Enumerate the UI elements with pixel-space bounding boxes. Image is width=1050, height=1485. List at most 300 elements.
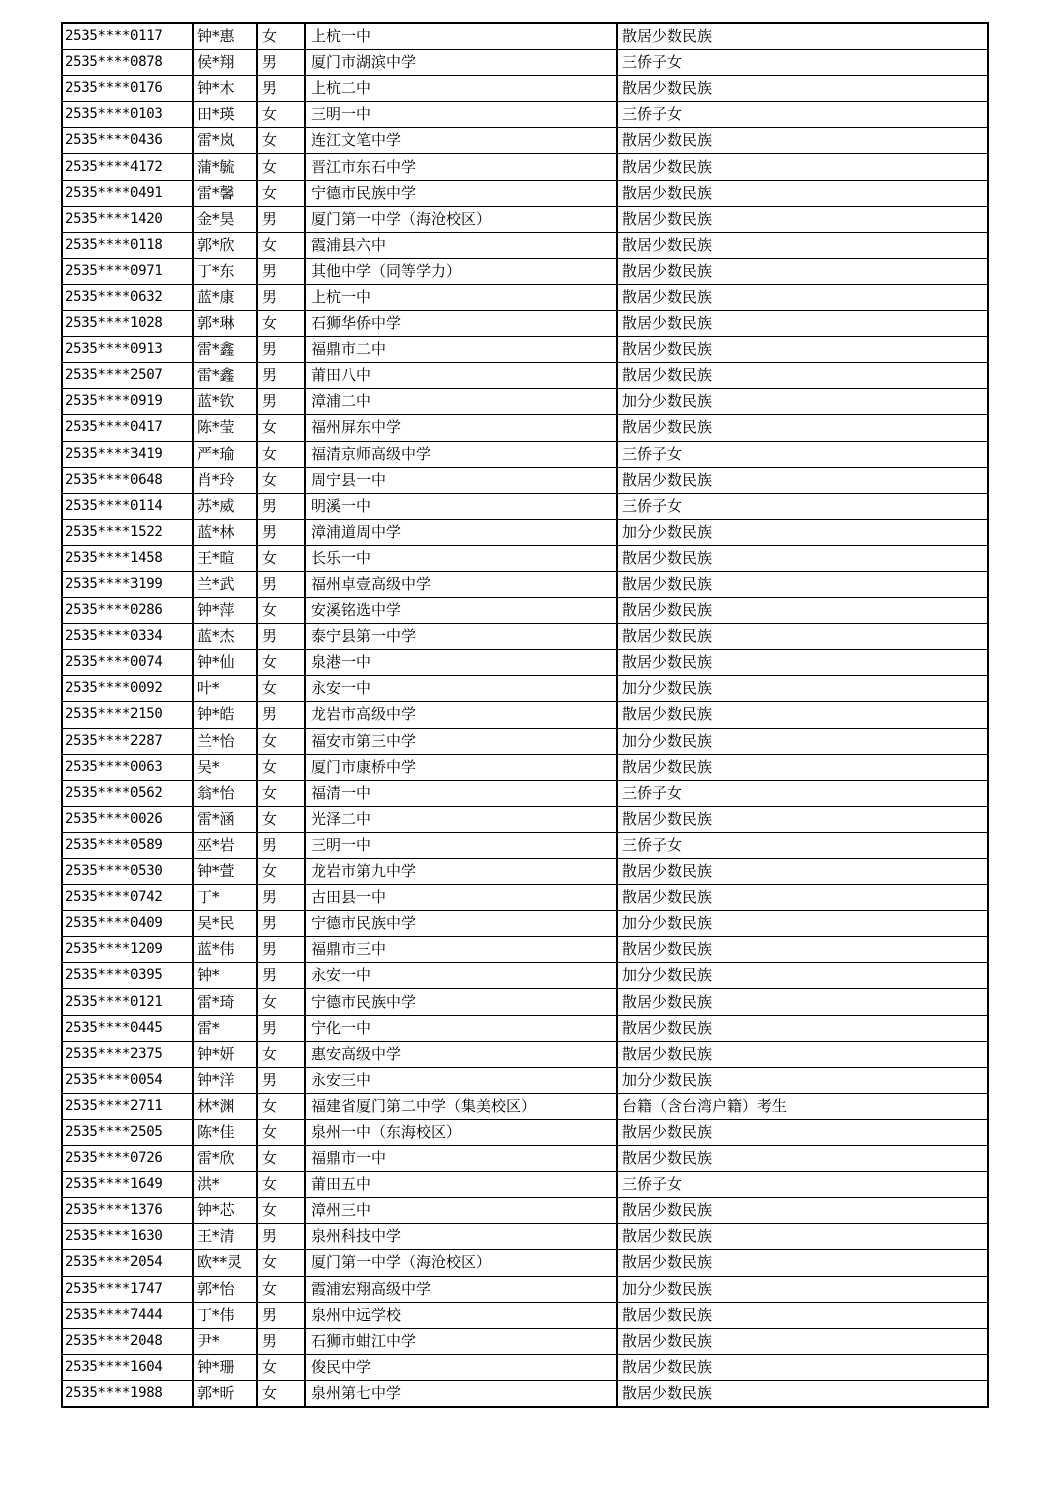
table-row <box>62 832 988 858</box>
candidate-id-cell: 2535****0919 <box>62 389 193 415</box>
school-cell: 福清一中 <box>305 780 617 806</box>
gender-cell: 男 <box>257 937 305 963</box>
candidate-name-cell: 雷*鑫 <box>193 337 257 363</box>
table-row <box>62 989 988 1015</box>
table-row <box>62 754 988 780</box>
gender-cell: 女 <box>257 1354 305 1380</box>
candidate-name-cell: 蓝*伟 <box>193 937 257 963</box>
table-row <box>62 702 988 728</box>
gender-cell: 男 <box>257 963 305 989</box>
category-cell: 散居少数民族 <box>617 545 988 571</box>
candidate-name-cell: 翁*怡 <box>193 780 257 806</box>
school-cell: 福鼎市三中 <box>305 937 617 963</box>
candidate-id-cell: 2535****2054 <box>62 1250 193 1276</box>
school-cell: 霞浦县六中 <box>305 232 617 258</box>
table-row <box>62 128 988 154</box>
candidate-id-cell: 2535****0103 <box>62 102 193 128</box>
table-row <box>62 1328 988 1354</box>
table-row <box>62 1041 988 1067</box>
candidate-id-cell: 2535****0121 <box>62 989 193 1015</box>
candidate-id-cell: 2535****0334 <box>62 624 193 650</box>
candidate-id-cell: 2535****2287 <box>62 728 193 754</box>
candidate-name-cell: 苏*威 <box>193 493 257 519</box>
gender-cell: 女 <box>257 728 305 754</box>
school-cell: 泉州一中（东海校区） <box>305 1119 617 1145</box>
gender-cell: 女 <box>257 1380 305 1407</box>
table-row <box>62 50 988 76</box>
candidate-id-cell: 2535****1604 <box>62 1354 193 1380</box>
category-cell: 散居少数民族 <box>617 1250 988 1276</box>
school-cell: 福清京师高级中学 <box>305 441 617 467</box>
candidate-name-cell: 王*暄 <box>193 545 257 571</box>
category-cell: 散居少数民族 <box>617 1380 988 1407</box>
school-cell: 福建省厦门第二中学（集美校区） <box>305 1093 617 1119</box>
category-cell: 散居少数民族 <box>617 284 988 310</box>
candidate-id-cell: 2535****0176 <box>62 76 193 102</box>
school-cell: 晋江市东石中学 <box>305 154 617 180</box>
category-cell: 散居少数民族 <box>617 1119 988 1145</box>
gender-cell: 女 <box>257 754 305 780</box>
candidate-id-cell: 2535****0118 <box>62 232 193 258</box>
school-cell: 霞浦宏翔高级中学 <box>305 1276 617 1302</box>
table-row <box>62 493 988 519</box>
category-cell: 散居少数民族 <box>617 598 988 624</box>
school-cell: 永安一中 <box>305 963 617 989</box>
candidate-name-cell: 蓝*康 <box>193 284 257 310</box>
candidate-name-cell: 陈*莹 <box>193 415 257 441</box>
category-cell: 散居少数民族 <box>617 1146 988 1172</box>
candidate-id-cell: 2535****1376 <box>62 1198 193 1224</box>
school-cell: 宁化一中 <box>305 1015 617 1041</box>
category-cell: 加分少数民族 <box>617 911 988 937</box>
candidate-id-cell: 2535****0445 <box>62 1015 193 1041</box>
school-cell: 莆田八中 <box>305 363 617 389</box>
gender-cell: 女 <box>257 441 305 467</box>
gender-cell: 女 <box>257 311 305 337</box>
gender-cell: 男 <box>257 389 305 415</box>
category-cell: 散居少数民族 <box>617 415 988 441</box>
candidate-id-cell: 2535****1458 <box>62 545 193 571</box>
candidate-id-cell: 2535****2150 <box>62 702 193 728</box>
gender-cell: 男 <box>257 76 305 102</box>
candidate-id-cell: 2535****0054 <box>62 1067 193 1093</box>
gender-cell: 女 <box>257 676 305 702</box>
table-row <box>62 154 988 180</box>
school-cell: 三明一中 <box>305 102 617 128</box>
category-cell: 散居少数民族 <box>617 1302 988 1328</box>
school-cell: 古田县一中 <box>305 885 617 911</box>
table-row <box>62 363 988 389</box>
category-cell: 散居少数民族 <box>617 232 988 258</box>
table-row <box>62 1146 988 1172</box>
table-row <box>62 780 988 806</box>
candidate-name-cell: 丁* <box>193 885 257 911</box>
school-cell: 厦门市湖滨中学 <box>305 50 617 76</box>
gender-cell: 女 <box>257 780 305 806</box>
gender-cell: 女 <box>257 1250 305 1276</box>
gender-cell: 男 <box>257 702 305 728</box>
gender-cell: 女 <box>257 1146 305 1172</box>
candidate-name-cell: 钟*皓 <box>193 702 257 728</box>
table-row <box>62 441 988 467</box>
category-cell: 散居少数民族 <box>617 937 988 963</box>
school-cell: 上杭一中 <box>305 23 617 50</box>
school-cell: 福安市第三中学 <box>305 728 617 754</box>
gender-cell: 女 <box>257 598 305 624</box>
candidate-id-cell: 2535****2375 <box>62 1041 193 1067</box>
school-cell: 上杭二中 <box>305 76 617 102</box>
category-cell: 散居少数民族 <box>617 258 988 284</box>
school-cell: 安溪铭选中学 <box>305 598 617 624</box>
gender-cell: 男 <box>257 571 305 597</box>
candidate-name-cell: 钟*妍 <box>193 1041 257 1067</box>
candidate-id-cell: 2535****1988 <box>62 1380 193 1407</box>
category-cell: 台籍（含台湾户籍）考生 <box>617 1093 988 1119</box>
gender-cell: 女 <box>257 1041 305 1067</box>
category-cell: 加分少数民族 <box>617 1276 988 1302</box>
gender-cell: 女 <box>257 1172 305 1198</box>
school-cell: 厦门市康桥中学 <box>305 754 617 780</box>
candidate-name-cell: 郭*昕 <box>193 1380 257 1407</box>
school-cell: 福鼎市二中 <box>305 337 617 363</box>
category-cell: 散居少数民族 <box>617 989 988 1015</box>
category-cell: 散居少数民族 <box>617 1015 988 1041</box>
table-row <box>62 1119 988 1145</box>
candidate-id-cell: 2535****2505 <box>62 1119 193 1145</box>
table-row <box>62 806 988 832</box>
gender-cell: 女 <box>257 232 305 258</box>
gender-cell: 男 <box>257 1302 305 1328</box>
table-row <box>62 937 988 963</box>
candidate-name-cell: 郭*琳 <box>193 311 257 337</box>
category-cell: 加分少数民族 <box>617 519 988 545</box>
candidate-name-cell: 叶* <box>193 676 257 702</box>
school-cell: 宁德市民族中学 <box>305 911 617 937</box>
candidate-name-cell: 丁*伟 <box>193 1302 257 1328</box>
category-cell: 散居少数民族 <box>617 206 988 232</box>
category-cell: 散居少数民族 <box>617 1198 988 1224</box>
school-cell: 福州卓壹高级中学 <box>305 571 617 597</box>
category-cell: 散居少数民族 <box>617 1041 988 1067</box>
school-cell: 龙岩市高级中学 <box>305 702 617 728</box>
candidate-id-cell: 2535****0530 <box>62 859 193 885</box>
candidate-table-body <box>62 23 988 1407</box>
table-row <box>62 1380 988 1407</box>
category-cell: 散居少数民族 <box>617 702 988 728</box>
candidate-id-cell: 2535****1420 <box>62 206 193 232</box>
table-row <box>62 519 988 545</box>
category-cell: 散居少数民族 <box>617 337 988 363</box>
category-cell: 三侨子女 <box>617 832 988 858</box>
gender-cell: 男 <box>257 1224 305 1250</box>
category-cell: 散居少数民族 <box>617 1224 988 1250</box>
gender-cell: 女 <box>257 1198 305 1224</box>
candidate-id-cell: 2535****0491 <box>62 180 193 206</box>
candidate-name-cell: 严*瑜 <box>193 441 257 467</box>
school-cell: 泉州科技中学 <box>305 1224 617 1250</box>
candidate-name-cell: 林*渊 <box>193 1093 257 1119</box>
gender-cell: 女 <box>257 545 305 571</box>
candidate-name-cell: 吴*民 <box>193 911 257 937</box>
table-row <box>62 885 988 911</box>
gender-cell: 男 <box>257 1067 305 1093</box>
table-row <box>62 1302 988 1328</box>
candidate-id-cell: 2535****0409 <box>62 911 193 937</box>
candidate-id-cell: 2535****0417 <box>62 415 193 441</box>
category-cell: 三侨子女 <box>617 102 988 128</box>
school-cell: 连江文笔中学 <box>305 128 617 154</box>
candidate-id-cell: 2535****0074 <box>62 650 193 676</box>
candidate-id-cell: 2535****1630 <box>62 1224 193 1250</box>
gender-cell: 女 <box>257 467 305 493</box>
category-cell: 散居少数民族 <box>617 1328 988 1354</box>
school-cell: 永安三中 <box>305 1067 617 1093</box>
school-cell: 宁德市民族中学 <box>305 180 617 206</box>
candidate-name-cell: 钟*萍 <box>193 598 257 624</box>
candidate-name-cell: 王*清 <box>193 1224 257 1250</box>
candidate-name-cell: 蒲*毓 <box>193 154 257 180</box>
school-cell: 漳浦道周中学 <box>305 519 617 545</box>
category-cell: 加分少数民族 <box>617 389 988 415</box>
school-cell: 周宁县一中 <box>305 467 617 493</box>
candidate-name-cell: 雷*琦 <box>193 989 257 1015</box>
table-row <box>62 1067 988 1093</box>
gender-cell: 女 <box>257 1119 305 1145</box>
candidate-name-cell: 雷*岚 <box>193 128 257 154</box>
gender-cell: 男 <box>257 50 305 76</box>
gender-cell: 男 <box>257 885 305 911</box>
candidate-id-cell: 2535****1028 <box>62 311 193 337</box>
candidate-name-cell: 钟*仙 <box>193 650 257 676</box>
candidate-name-cell: 蓝*钦 <box>193 389 257 415</box>
category-cell: 散居少数民族 <box>617 571 988 597</box>
school-cell: 厦门第一中学（海沧校区） <box>305 206 617 232</box>
table-row <box>62 389 988 415</box>
school-cell: 泉州第七中学 <box>305 1380 617 1407</box>
category-cell: 散居少数民族 <box>617 1354 988 1380</box>
gender-cell: 男 <box>257 624 305 650</box>
table-row <box>62 337 988 363</box>
candidate-id-cell: 2535****0436 <box>62 128 193 154</box>
gender-cell: 女 <box>257 650 305 676</box>
gender-cell: 女 <box>257 415 305 441</box>
school-cell: 福鼎市一中 <box>305 1146 617 1172</box>
school-cell: 泉州中远学校 <box>305 1302 617 1328</box>
candidate-id-cell: 2535****0026 <box>62 806 193 832</box>
candidate-name-cell: 雷*馨 <box>193 180 257 206</box>
gender-cell: 女 <box>257 102 305 128</box>
candidate-id-cell: 2535****0913 <box>62 337 193 363</box>
table-row <box>62 676 988 702</box>
gender-cell: 女 <box>257 989 305 1015</box>
table-row <box>62 545 988 571</box>
category-cell: 加分少数民族 <box>617 963 988 989</box>
school-cell: 厦门第一中学（海沧校区） <box>305 1250 617 1276</box>
candidate-name-cell: 钟*芯 <box>193 1198 257 1224</box>
category-cell: 三侨子女 <box>617 1172 988 1198</box>
candidate-id-cell: 2535****0286 <box>62 598 193 624</box>
candidate-id-cell: 2535****2048 <box>62 1328 193 1354</box>
category-cell: 散居少数民族 <box>617 754 988 780</box>
candidate-name-cell: 钟*洋 <box>193 1067 257 1093</box>
candidate-name-cell: 雷*涵 <box>193 806 257 832</box>
candidate-id-cell: 2535****3199 <box>62 571 193 597</box>
candidate-name-cell: 兰*怡 <box>193 728 257 754</box>
candidate-name-cell: 田*瑛 <box>193 102 257 128</box>
candidate-name-cell: 陈*佳 <box>193 1119 257 1145</box>
candidate-name-cell: 尹* <box>193 1328 257 1354</box>
table-row <box>62 650 988 676</box>
candidate-id-cell: 2535****0092 <box>62 676 193 702</box>
table-row <box>62 624 988 650</box>
table-row <box>62 1250 988 1276</box>
category-cell: 散居少数民族 <box>617 806 988 832</box>
gender-cell: 男 <box>257 1015 305 1041</box>
school-cell: 龙岩市第九中学 <box>305 859 617 885</box>
candidate-name-cell: 雷*欣 <box>193 1146 257 1172</box>
school-cell: 石狮市蚶江中学 <box>305 1328 617 1354</box>
category-cell: 散居少数民族 <box>617 23 988 50</box>
gender-cell: 女 <box>257 859 305 885</box>
gender-cell: 男 <box>257 206 305 232</box>
gender-cell: 男 <box>257 493 305 519</box>
candidate-name-cell: 兰*武 <box>193 571 257 597</box>
table-row <box>62 1198 988 1224</box>
table-row <box>62 1276 988 1302</box>
table-row <box>62 963 988 989</box>
school-cell: 永安一中 <box>305 676 617 702</box>
candidate-id-cell: 2535****0589 <box>62 832 193 858</box>
school-cell: 长乐一中 <box>305 545 617 571</box>
gender-cell: 男 <box>257 363 305 389</box>
gender-cell: 女 <box>257 1093 305 1119</box>
candidate-name-cell: 雷* <box>193 1015 257 1041</box>
gender-cell: 女 <box>257 180 305 206</box>
category-cell: 三侨子女 <box>617 493 988 519</box>
candidate-id-cell: 2535****0648 <box>62 467 193 493</box>
candidate-name-cell: 洪* <box>193 1172 257 1198</box>
candidate-name-cell: 蓝*林 <box>193 519 257 545</box>
candidate-name-cell: 雷*鑫 <box>193 363 257 389</box>
candidate-name-cell: 钟*珊 <box>193 1354 257 1380</box>
gender-cell: 女 <box>257 806 305 832</box>
candidate-name-cell: 郭*欣 <box>193 232 257 258</box>
gender-cell: 男 <box>257 911 305 937</box>
gender-cell: 男 <box>257 337 305 363</box>
candidate-name-cell: 钟* <box>193 963 257 989</box>
table-row <box>62 1172 988 1198</box>
category-cell: 散居少数民族 <box>617 311 988 337</box>
gender-cell: 男 <box>257 258 305 284</box>
school-cell: 俊民中学 <box>305 1354 617 1380</box>
candidate-id-cell: 2535****0395 <box>62 963 193 989</box>
table-row <box>62 206 988 232</box>
category-cell: 散居少数民族 <box>617 650 988 676</box>
table-row <box>62 1015 988 1041</box>
candidate-name-cell: 钟*木 <box>193 76 257 102</box>
gender-cell: 男 <box>257 519 305 545</box>
candidate-name-cell: 丁*东 <box>193 258 257 284</box>
candidate-name-cell: 蓝*杰 <box>193 624 257 650</box>
table-row <box>62 728 988 754</box>
school-cell: 漳州三中 <box>305 1198 617 1224</box>
candidate-name-cell: 侯*翔 <box>193 50 257 76</box>
candidate-id-cell: 2535****0878 <box>62 50 193 76</box>
table-row <box>62 102 988 128</box>
category-cell: 三侨子女 <box>617 50 988 76</box>
table-row <box>62 232 988 258</box>
category-cell: 散居少数民族 <box>617 467 988 493</box>
category-cell: 散居少数民族 <box>617 624 988 650</box>
candidate-id-cell: 2535****0632 <box>62 284 193 310</box>
gender-cell: 男 <box>257 284 305 310</box>
candidate-id-cell: 2535****0114 <box>62 493 193 519</box>
candidate-name-cell: 郭*怡 <box>193 1276 257 1302</box>
gender-cell: 女 <box>257 154 305 180</box>
table-row <box>62 258 988 284</box>
category-cell: 散居少数民族 <box>617 363 988 389</box>
candidate-name-cell: 欧**灵 <box>193 1250 257 1276</box>
table-row <box>62 911 988 937</box>
table-row <box>62 415 988 441</box>
school-cell: 惠安高级中学 <box>305 1041 617 1067</box>
table-row <box>62 859 988 885</box>
candidate-name-cell: 金*昊 <box>193 206 257 232</box>
candidate-id-cell: 2535****7444 <box>62 1302 193 1328</box>
candidate-name-cell: 钟*萱 <box>193 859 257 885</box>
candidate-id-cell: 2535****0117 <box>62 23 193 50</box>
school-cell: 福州屏东中学 <box>305 415 617 441</box>
school-cell: 三明一中 <box>305 832 617 858</box>
candidate-id-cell: 2535****2507 <box>62 363 193 389</box>
candidate-table <box>61 22 989 1408</box>
gender-cell: 女 <box>257 128 305 154</box>
gender-cell: 男 <box>257 1328 305 1354</box>
school-cell: 光泽二中 <box>305 806 617 832</box>
candidate-id-cell: 2535****3419 <box>62 441 193 467</box>
candidate-id-cell: 2535****0063 <box>62 754 193 780</box>
gender-cell: 女 <box>257 23 305 50</box>
candidate-id-cell: 2535****2711 <box>62 1093 193 1119</box>
category-cell: 散居少数民族 <box>617 180 988 206</box>
table-row <box>62 1224 988 1250</box>
candidate-id-cell: 2535****1522 <box>62 519 193 545</box>
category-cell: 散居少数民族 <box>617 859 988 885</box>
school-cell: 莆田五中 <box>305 1172 617 1198</box>
school-cell: 上杭一中 <box>305 284 617 310</box>
candidate-name-cell: 吴* <box>193 754 257 780</box>
category-cell: 散居少数民族 <box>617 885 988 911</box>
candidate-id-cell: 2535****1747 <box>62 1276 193 1302</box>
school-cell: 漳浦二中 <box>305 389 617 415</box>
category-cell: 加分少数民族 <box>617 676 988 702</box>
candidate-id-cell: 2535****0742 <box>62 885 193 911</box>
school-cell: 明溪一中 <box>305 493 617 519</box>
candidate-id-cell: 2535****4172 <box>62 154 193 180</box>
table-row <box>62 467 988 493</box>
table-row <box>62 311 988 337</box>
school-cell: 泉港一中 <box>305 650 617 676</box>
table-row <box>62 180 988 206</box>
school-cell: 宁德市民族中学 <box>305 989 617 1015</box>
candidate-id-cell: 2535****0562 <box>62 780 193 806</box>
table-row <box>62 76 988 102</box>
school-cell: 泰宁县第一中学 <box>305 624 617 650</box>
category-cell: 三侨子女 <box>617 780 988 806</box>
candidate-id-cell: 2535****0971 <box>62 258 193 284</box>
table-row <box>62 1093 988 1119</box>
candidate-name-cell: 巫*岩 <box>193 832 257 858</box>
